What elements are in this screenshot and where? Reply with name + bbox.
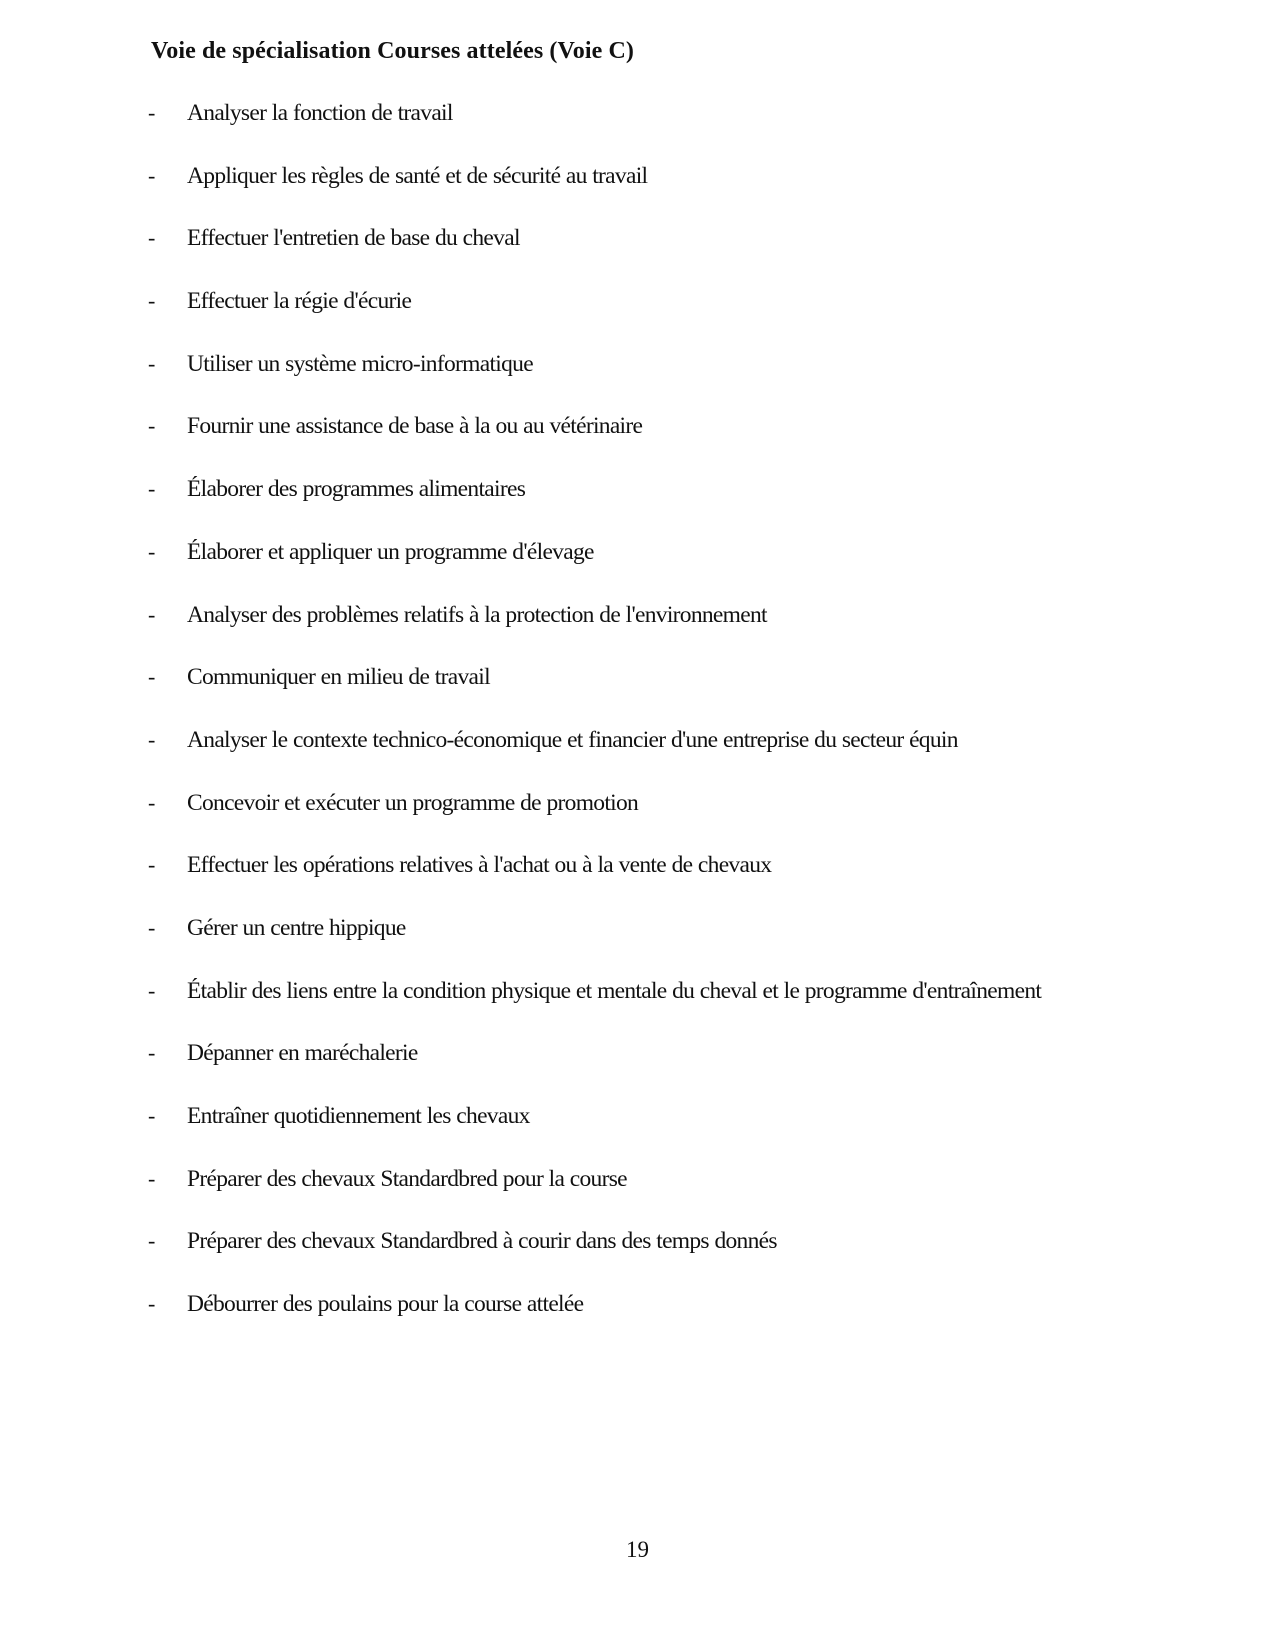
competency-list [148, 98, 1041, 1352]
list-item [148, 161, 1041, 224]
bullet-dash: - [148, 601, 156, 627]
bullet-dash: - [148, 1165, 156, 1191]
list-item-text: Préparer des chevaux Standardbred pour la course [187, 1165, 627, 1192]
list-item-text: Élaborer des programmes alimentaires [187, 476, 526, 503]
bullet-dash: - [148, 1040, 156, 1066]
bullet-dash: - [148, 162, 156, 188]
list-item-text: Fournir une assistance de base à la ou au vétérinaire [187, 413, 643, 440]
bullet-dash: - [148, 726, 156, 752]
bullet-dash: - [148, 350, 156, 376]
bullet-dash: - [148, 288, 156, 314]
bullet-dash: - [148, 977, 156, 1003]
list-item-text: Analyser des problèmes relatifs à la protection de l'environnement [187, 601, 767, 628]
bullet-dash: - [148, 1291, 156, 1317]
list-item-text: Concevoir et exécuter un programme de promotion [187, 789, 639, 816]
list-item-text: Utiliser un système micro-informatique [187, 350, 533, 377]
list-item-text: Analyser le contexte technico-économique et financier d'une entreprise du secteur équin [187, 726, 958, 753]
list-item [148, 662, 1041, 725]
list-item [148, 1164, 1041, 1227]
list-item [148, 725, 1041, 788]
bullet-dash: - [148, 1103, 156, 1128]
bullet-dash: - [148, 100, 156, 125]
bullet-dash: - [148, 852, 156, 878]
bullet-dash: - [148, 538, 156, 564]
list-item-text: Appliquer les règles de santé et de sécurité au travail [187, 162, 648, 189]
list-item-text: Dépanner en maréchalerie [187, 1040, 418, 1067]
bullet-dash: - [148, 1228, 156, 1254]
bullet-dash: - [148, 476, 156, 502]
list-item [148, 913, 1041, 976]
list-item [148, 411, 1041, 474]
page-number: 19 [626, 1537, 649, 1562]
list-item [148, 1101, 1041, 1164]
list-item [148, 850, 1041, 913]
list-item [148, 537, 1041, 600]
list-item [148, 474, 1041, 537]
page-heading: Voie de spécialisation Courses attelées (Voie C) [151, 38, 634, 64]
bullet-dash: - [148, 789, 156, 815]
list-item-text: Analyser la fonction de travail [187, 100, 453, 126]
bullet-dash: - [148, 413, 156, 439]
list-item [148, 600, 1041, 663]
list-item [148, 1226, 1041, 1289]
list-item [148, 1289, 1041, 1352]
list-item [148, 98, 1041, 161]
list-item-text: Effectuer l'entretien de base du cheval [187, 225, 520, 252]
bullet-dash: - [148, 664, 156, 690]
list-item-text: Effectuer la régie d'écurie [187, 288, 412, 315]
list-item-text: Gérer un centre hippique [187, 914, 406, 941]
list-item [148, 349, 1041, 412]
list-item-text: Effectuer les opérations relatives à l'achat ou à la vente de chevaux [187, 852, 772, 879]
list-item [148, 223, 1041, 286]
list-item [148, 788, 1041, 851]
list-item-text: Préparer des chevaux Standardbred à courir dans des temps donnés [187, 1228, 777, 1255]
list-item-text: Établir des liens entre la condition physique et mentale du cheval et le programme d'entraînement [187, 977, 1042, 1004]
bullet-dash: - [148, 225, 156, 251]
list-item-text: Entraîner quotidiennement les chevaux [187, 1103, 530, 1129]
bullet-dash: - [148, 914, 156, 940]
list-item-text: Communiquer en milieu de travail [187, 664, 490, 691]
list-item [148, 976, 1041, 1039]
list-item [148, 286, 1041, 349]
list-item [148, 1038, 1041, 1101]
list-item-text: Élaborer et appliquer un programme d'élevage [187, 538, 594, 565]
list-item-text: Débourrer des poulains pour la course attelée [187, 1291, 584, 1318]
